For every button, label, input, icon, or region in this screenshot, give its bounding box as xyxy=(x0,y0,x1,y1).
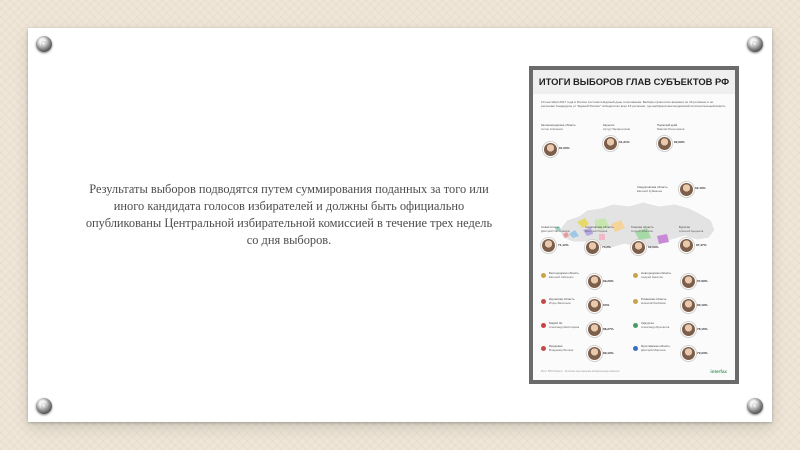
vote-percent: 88,27% xyxy=(603,327,614,331)
candidate-photo xyxy=(679,182,694,197)
region-label: Бурятия Алексей Цыденов xyxy=(679,225,704,233)
candidate-photo xyxy=(657,136,672,151)
push-pin-icon xyxy=(36,398,52,414)
vote-percent: 78,16% xyxy=(697,327,708,331)
region-label: Рязанская область Николай Любимов xyxy=(641,297,667,305)
vote-percent: 71,12% xyxy=(558,243,569,247)
vote-percent: 64% xyxy=(603,303,610,307)
candidate-photo xyxy=(603,136,618,151)
candidate-photo xyxy=(681,274,696,289)
region-emblem-icon xyxy=(633,273,638,278)
region-label: Калининградская область Антон Алиханов xyxy=(541,123,576,131)
region-label: Мордовия Владимир Волков xyxy=(549,344,574,352)
vote-percent: 73,2% xyxy=(602,245,611,249)
candidate-photo xyxy=(681,346,696,361)
vote-percent: 81,06% xyxy=(559,146,570,150)
candidate-photo xyxy=(587,346,602,361)
region-emblem-icon xyxy=(541,346,546,351)
region-emblem-icon xyxy=(633,346,638,351)
infographic-intro: 10 сентября 2017 года в России состоялся Единый день голосования. Выборы прошли во времени по 16 регионах и по регионам. Кандидаты от "Единой России" победили во всех 16 регионах, где выбирали высокодоволий исполнительный власти. xyxy=(541,100,727,109)
region-label: Новгородская область Андрей Никитин xyxy=(641,271,672,279)
vote-percent: 87,47% xyxy=(696,243,707,247)
candidate-photo xyxy=(587,298,602,313)
vote-percent: 79,33% xyxy=(697,351,708,355)
region-emblem-icon xyxy=(541,323,546,328)
region-emblem-icon xyxy=(541,299,546,304)
candidate-photo xyxy=(541,238,556,253)
vote-percent: 67,99% xyxy=(697,279,708,283)
slide-body-text: Результаты выборов подводятся путем суммирования поданных за того или иного кандидата голосов избирателей и должны быть официально опубликованы Центральной избирательной комиссией в течение трех недель со дня выборов. xyxy=(85,182,493,247)
region-emblem-icon xyxy=(633,299,638,304)
region-label: Белгородская область Евгений Савченко xyxy=(549,271,579,279)
push-pin-icon xyxy=(747,36,763,52)
vote-percent: 61,31% xyxy=(619,140,630,144)
push-pin-icon xyxy=(747,398,763,414)
region-label: Ярославская область Дмитрий Миронов xyxy=(641,344,670,352)
region-label: Марий Эл Александр Евстифеев xyxy=(549,321,580,329)
region-label: Томская область Сергей Жвачкин xyxy=(631,225,654,233)
region-label: Карелия Артур Парфенчиков xyxy=(603,123,631,131)
vote-percent: 62,16% xyxy=(695,186,706,190)
vote-percent: 80,19% xyxy=(697,303,708,307)
vote-percent: 60,59% xyxy=(648,245,659,249)
brand-logo: interfax xyxy=(710,369,727,374)
candidate-photo xyxy=(631,240,646,255)
candidate-photo xyxy=(587,274,602,289)
push-pin-icon xyxy=(36,36,52,52)
region-label: Саратовская область Валерий Радаев xyxy=(585,225,614,233)
candidate-photo xyxy=(681,322,696,337)
region-label: Севастополь Дмитрий Овсянников xyxy=(541,225,570,233)
infographic-title: ИТОГИ ВЫБОРОВ ГЛАВ СУБЪЕКТОВ РФ xyxy=(533,70,735,94)
region-emblem-icon xyxy=(633,323,638,328)
candidate-photo xyxy=(587,322,602,337)
region-emblem-icon xyxy=(541,273,546,278)
candidate-photo xyxy=(681,298,696,313)
region-label: Кировская область Игорь Васильев xyxy=(549,297,575,305)
candidate-photo xyxy=(679,238,694,253)
candidate-photo xyxy=(543,142,558,157)
candidate-photo xyxy=(585,240,600,255)
vote-percent: 69,29% xyxy=(603,279,614,283)
region-label: Свердловская область Евгений Куйвашев xyxy=(637,185,668,193)
vote-percent: 82,09% xyxy=(674,140,685,144)
vote-percent: 89,19% xyxy=(603,351,614,355)
infographic-source-note: Фото: РИА Новости · Источник: Центральная избирательная комиссия xyxy=(541,370,620,373)
region-label: Пермский край Максим Решетников xyxy=(657,123,685,131)
election-infographic xyxy=(529,66,739,384)
region-label: Удмуртия Александр Бречалов xyxy=(641,321,670,329)
